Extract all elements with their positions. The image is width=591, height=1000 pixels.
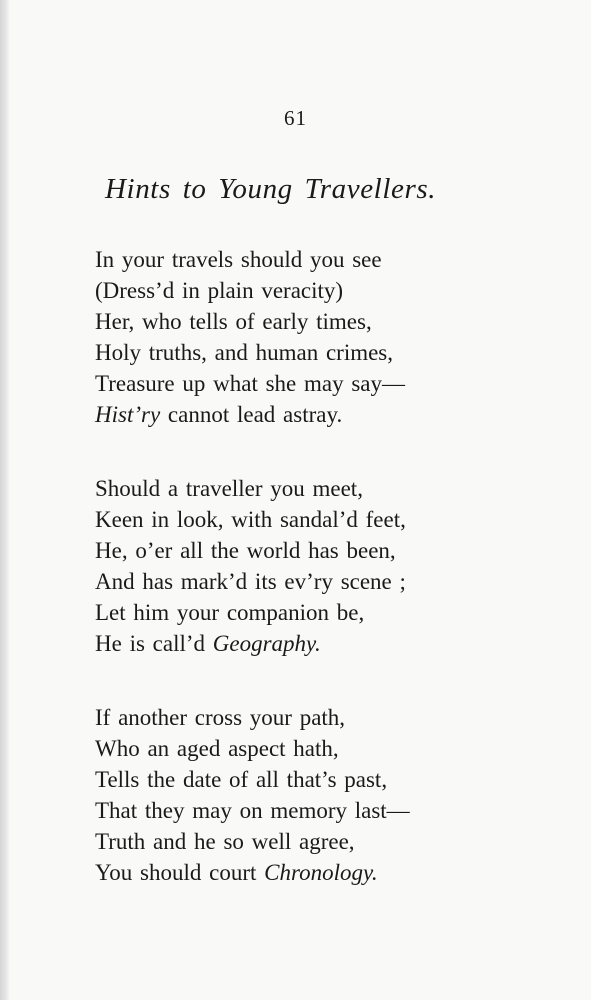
poem-line: And has mark’d its ev’ry scene ; xyxy=(95,569,406,594)
stanza-2 xyxy=(95,473,406,659)
poem-line: That they may on memory last— xyxy=(95,798,410,823)
poem-line: If another cross your path, xyxy=(95,705,346,730)
page-number: 61 xyxy=(284,106,307,130)
italic-word-chronology: Chronology. xyxy=(264,860,378,885)
poem-line: Let him your companion be, xyxy=(95,600,365,625)
poem-line: Holy truths, and human crimes, xyxy=(95,340,394,365)
poem-line: Who an aged aspect hath, xyxy=(95,736,339,761)
poem-line: Her, who tells of early times, xyxy=(95,309,372,334)
poem-line xyxy=(95,857,410,888)
poem-line xyxy=(95,628,406,659)
poem-line: He, o’er all the world has been, xyxy=(95,538,396,563)
italic-word-history: Hist’ry xyxy=(95,402,161,427)
poem-line: Treasure up what she may say— xyxy=(95,371,406,396)
poem-line xyxy=(95,399,405,430)
line-lead: You should court xyxy=(95,860,265,885)
poem-line: (Dress’d in plain veracity) xyxy=(95,278,344,303)
poem-line: Truth and he so well agree, xyxy=(95,829,355,854)
line-lead: He is call’d xyxy=(95,631,213,656)
poem-line: In your travels should you see xyxy=(95,247,382,272)
poem-line: Tells the date of all that’s past, xyxy=(95,767,388,792)
italic-word-geography: Geography. xyxy=(212,631,321,656)
poem-line: Keen in look, with sandal’d feet, xyxy=(95,507,406,532)
binding-gutter-shadow xyxy=(0,0,10,1000)
poem-line: Should a traveller you meet, xyxy=(95,476,363,501)
stanza-1 xyxy=(95,244,405,430)
poem-title: Hints to Young Travellers. xyxy=(105,173,437,205)
stanza-3 xyxy=(95,702,410,888)
line-remainder: cannot lead astray. xyxy=(160,402,343,427)
